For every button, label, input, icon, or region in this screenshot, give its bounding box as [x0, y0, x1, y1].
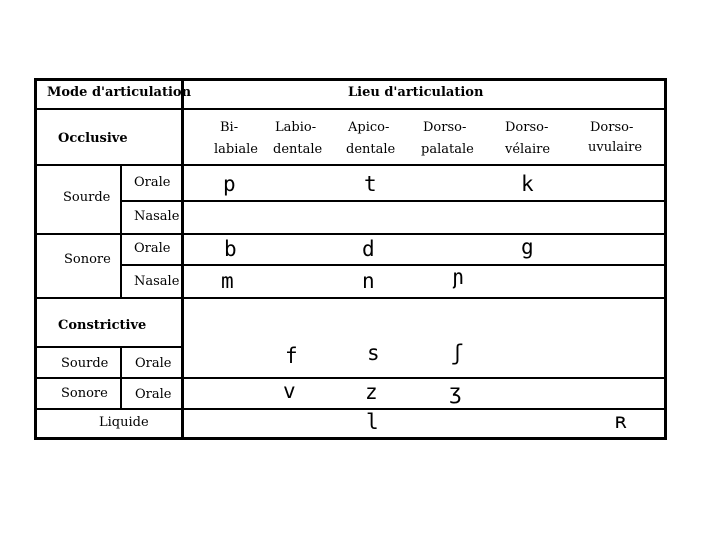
symbol-m: m — [221, 269, 234, 293]
place-4-line1: Dorso- — [423, 120, 467, 135]
symbol-b: b — [224, 237, 237, 261]
column-divider — [181, 80, 184, 438]
place-1-line1: Bi- — [220, 120, 239, 135]
rule-constr-liquide — [36, 408, 665, 410]
constrictive-sonore-label: Sonore — [61, 386, 108, 401]
symbol-k: k — [521, 172, 534, 196]
place-6-line1: Dorso- — [590, 120, 634, 135]
symbol-r: ʀ — [615, 409, 628, 433]
constrictive-sonore-orale-label: Orale — [135, 387, 172, 402]
header-rule — [36, 108, 665, 110]
symbol-s: s — [367, 341, 380, 365]
constrictive-label: Constrictive — [58, 318, 147, 333]
constrictive-sourde-orale-label: Orale — [135, 356, 172, 371]
symbol-gn: ɲ — [451, 265, 464, 289]
place-3-line1: Apico- — [348, 120, 390, 135]
rule-orale-nasale-2 — [120, 264, 665, 266]
occlusive-sonore-nasale-label: Nasale — [134, 274, 180, 289]
rule-occl-sub-v1 — [120, 164, 122, 298]
symbol-l: l — [366, 410, 379, 434]
symbol-d: d — [362, 237, 375, 261]
occlusive-sonore-label: Sonore — [64, 252, 111, 267]
place-5-line2: vélaire — [505, 142, 551, 157]
symbol-t: t — [364, 172, 377, 196]
symbol-zh: ʒ — [449, 380, 462, 404]
rule-orale-nasale-1 — [120, 200, 665, 202]
place-5-line1: Dorso- — [505, 120, 549, 135]
symbol-sh: ʃ — [451, 341, 464, 365]
place-2-line1: Labio- — [275, 120, 317, 135]
constrictive-liquide-label: Liquide — [99, 415, 149, 430]
symbol-f: f — [285, 344, 298, 368]
rule-sourde-sonore — [36, 233, 665, 235]
constrictive-sourde-label: Sourde — [61, 356, 109, 371]
rule-constr-sourde-sonore — [36, 377, 665, 379]
symbol-z: z — [365, 380, 378, 404]
symbol-v: v — [283, 379, 296, 403]
place-2-line2: dentale — [273, 142, 323, 157]
rule-occlusive-bottom — [36, 297, 665, 299]
rule-occlusive-top — [36, 164, 665, 166]
header-lieu: Lieu d'articulation — [348, 85, 484, 100]
place-1-line2: labiale — [214, 142, 258, 157]
symbol-p: p — [223, 172, 236, 196]
occlusive-label: Occlusive — [58, 131, 128, 146]
occlusive-sonore-orale-label: Orale — [134, 241, 171, 256]
rule-constrictive-label — [36, 346, 184, 348]
symbol-g: g — [521, 235, 534, 259]
occlusive-sourde-nasale-label: Nasale — [134, 209, 180, 224]
occlusive-sourde-label: Sourde — [63, 190, 111, 205]
symbol-n: n — [362, 269, 375, 293]
place-6-line2: uvulaire — [588, 140, 643, 155]
occlusive-sourde-orale-label: Orale — [134, 175, 171, 190]
header-mode: Mode d'articulation — [47, 85, 192, 100]
place-3-line2: dentale — [346, 142, 396, 157]
place-4-line2: palatale — [421, 142, 474, 157]
